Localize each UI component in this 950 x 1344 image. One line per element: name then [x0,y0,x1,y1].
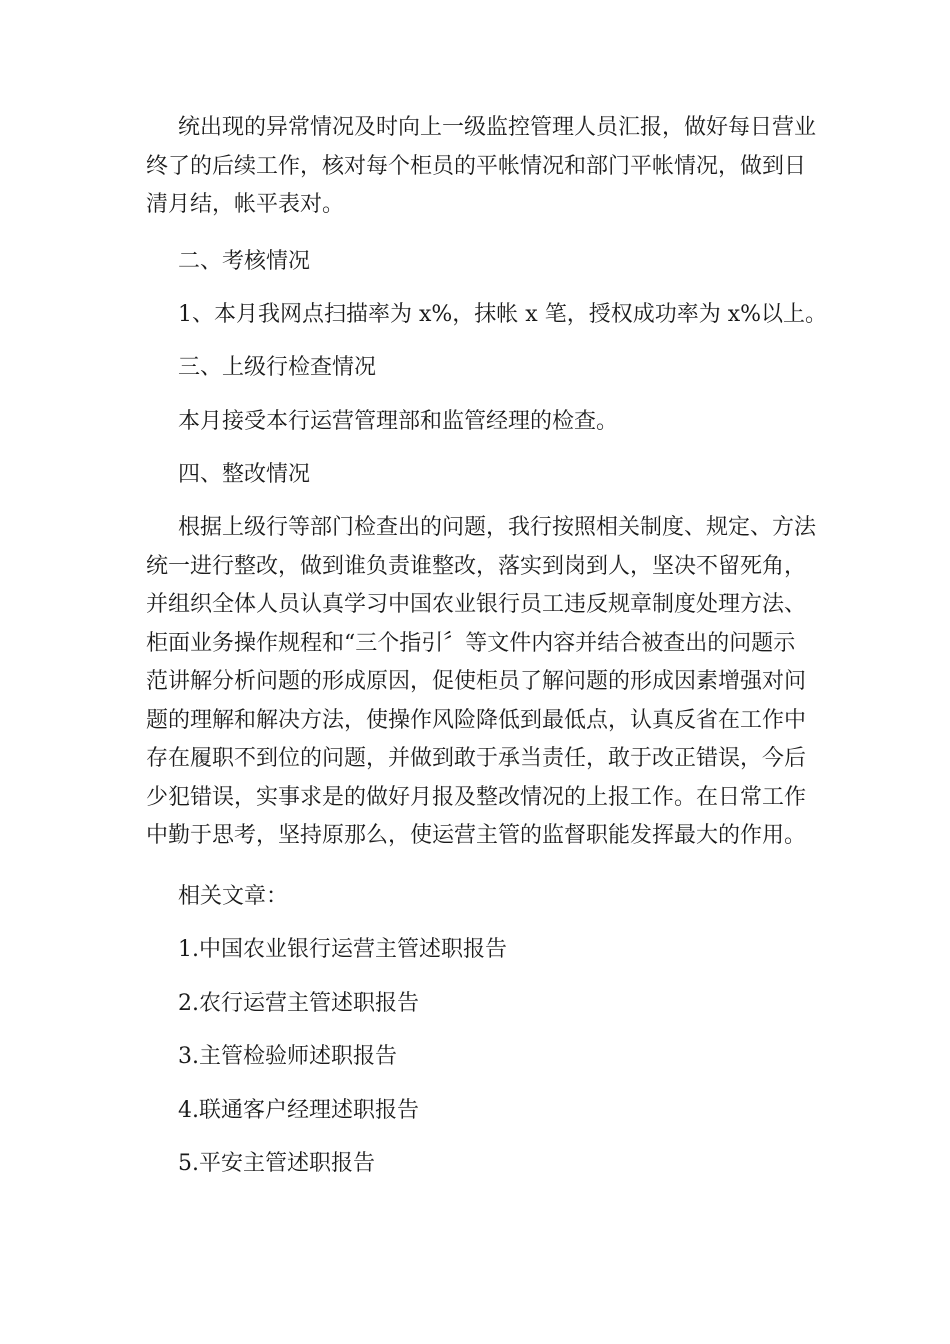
paragraph-line: 少犯错误，实事求是的做好月报及整改情况的上报工作。在日常工作 [146,784,807,810]
paragraph-line: 存在履职不到位的问题，并做到敢于承当责任，敢于改正错误，今后 [146,746,807,771]
paragraph-line: 统一进行整改，做到谁负责谁整改，落实到岗到人，坚决不留死角， [146,553,807,579]
paragraph-line: 题的理解和解决方法，使操作风险降低到最低点，认真反省在工作中 [146,707,807,733]
related-article-link[interactable]: 1.中国农业银行运营主管述职报告 [178,937,507,962]
intro-paragraph [146,109,816,225]
related-article-link[interactable]: 5.平安主管述职报告 [178,1151,375,1176]
paragraph-line: 柜面业务操作规程和“三个指引〞等文件内容并结合被查出的问题示 [146,630,796,656]
rectification-paragraph [146,509,816,856]
paragraph-line: 并组织全体人员认真学习中国农业银行员工违反规章制度处理方法、 [146,592,807,617]
related-article-link[interactable]: 4.联通客户经理述职报告 [178,1098,419,1123]
paragraph-line: 清月结，帐平表对。 [146,192,345,217]
paragraph-line: 中勤于思考，坚持原那么，使运营主管的监督职能发挥最大的作用。 [146,823,807,848]
paragraph-line: 终了的后续工作，核对每个柜员的平帐情况和部门平帐情况，做到日 [146,153,807,179]
paragraph-line: 范讲解分析问题的形成原因，促使柜员了解问题的形成因素增强对问 [146,669,807,694]
related-article-link[interactable]: 3.主管检验师述职报告 [178,1044,397,1069]
related-articles-heading: 相关文章： [178,884,289,909]
paragraph-line: 统出现的异常情况及时向上一级监控管理人员汇报，做好每日营业 [178,115,817,140]
inspection-text: 本月接受本行运营管理部和监管经理的检查。 [178,409,619,434]
section-heading-inspection: 三、上级行检查情况 [178,355,377,380]
related-article-link[interactable]: 2.农行运营主管述职报告 [178,991,419,1016]
section-heading-rectification: 四、整改情况 [178,462,311,487]
section-heading-assessment: 二、考核情况 [178,249,311,274]
assessment-item: 1、本月我网点扫描率为 x%，抹帐 x 笔，授权成功率为 x%以上。 [178,302,828,327]
paragraph-line: 根据上级行等部门检查出的问题，我行按照相关制度、规定、方法 [178,515,817,540]
